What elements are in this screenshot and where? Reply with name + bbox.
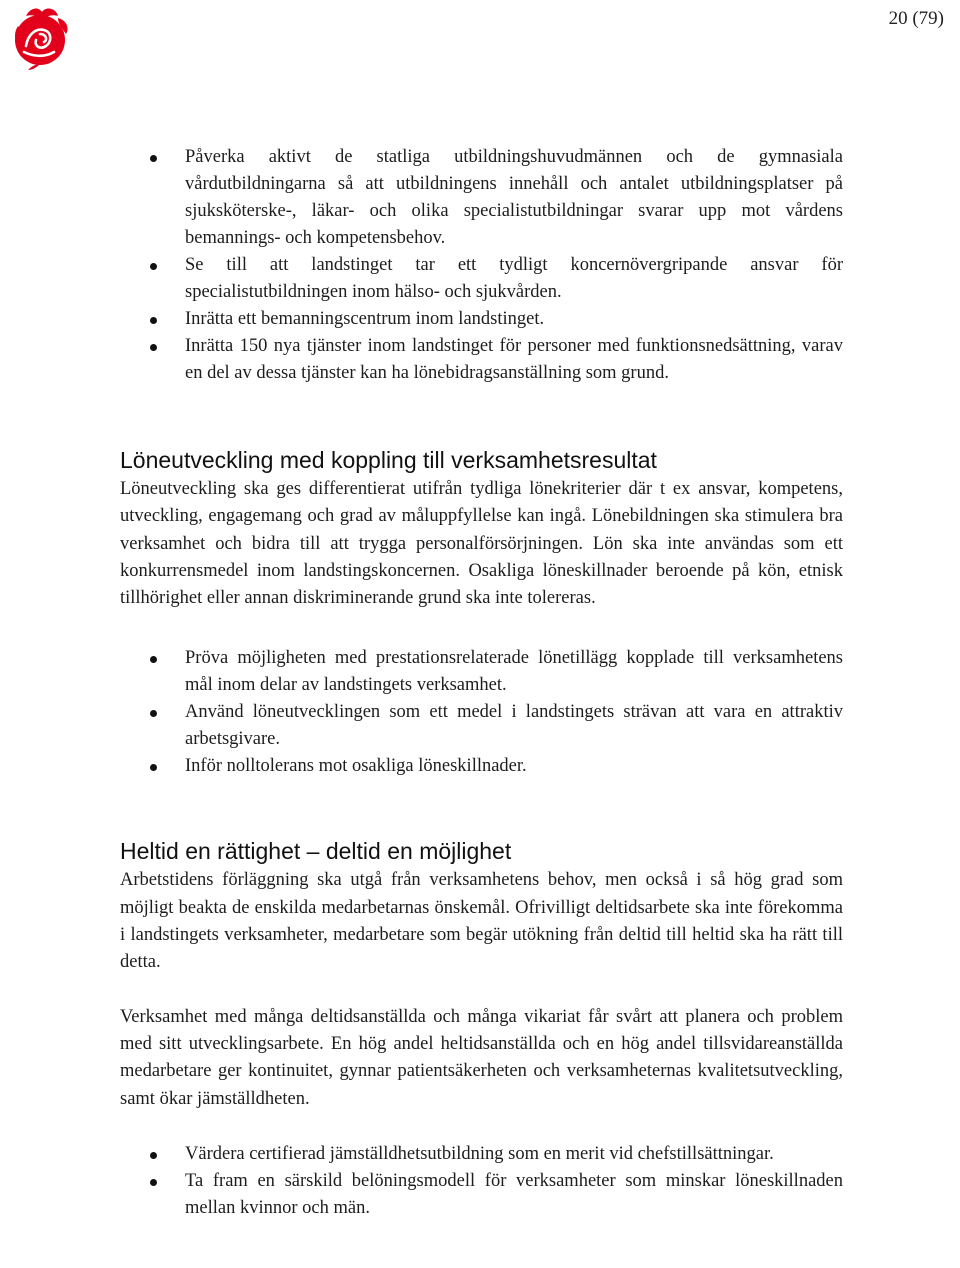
document-body (120, 144, 843, 1222)
paragraph-part-time-staff: Verksamhet med många deltidsanställda och många vikariat får svårt att planera och problem med sitt utvecklingsarbete. En hög andel heltidsanställda och en hög andel tillsvidareanställda medarbetare ger kontinuitet, gynnar patientsäkerheten och verksamheternas kvalitetsutveckling, samt ökar jämställdheten. (120, 1006, 843, 1109)
list-item: Värdera certifierad jämställdhetsutbildning som en merit vid chefstillsättningar. (120, 1141, 843, 1168)
section-heading-wage-development: Löneutveckling med koppling till verksamhetsresultat (120, 447, 657, 473)
list-item: Ta fram en särskild belöningsmodell för verksamheter som minskar löneskillnaden mellan kvinnor och män. (120, 1168, 843, 1222)
list-item: Pröva möjligheten med prestationsrelaterade lönetillägg kopplade till verksamhetens mål inom delar av landstingets verksamhet. (120, 645, 843, 699)
list-item: Påverka aktivt de statliga utbildningshuvudmännen och de gymnasiala vårdutbildningarna så att utbildningens innehåll och antalet utbildningsplatser på sjuksköterske-, läkar- och olika specialistutbildningar svarar upp mot vårdens bemannings- och kompetensbehov. (120, 144, 843, 252)
bullet-list-wage (120, 645, 843, 780)
bullet-list-staffing (120, 144, 843, 387)
list-item: Inrätta ett bemanningscentrum inom landstinget. (120, 306, 843, 333)
rose-logo-icon (6, 4, 74, 72)
list-item: Se till att landstinget tar ett tydligt koncernövergripande ansvar för specialistutbildningen inom hälso- och sjukvården. (120, 252, 843, 306)
paragraph-wage-development: Löneutveckling ska ges differentierat utifrån tydliga lönekriterier där t ex ansvar, kompetens, utveckling, engagemang och grad av måluppfyllelse kan ingå. Lönebildningen ska stimulera bra verksamhet och bidra till att trygga personalförsörjningen. Lön ska inte användas som ett konkurrensmedel inom landstingskoncernen. Osakliga löneskillnader beroende på kön, etnisk tillhörighet eller annan diskriminerande grund ska inte tolereras. (120, 479, 843, 609)
section-heading-fulltime: Heltid en rättighet – deltid en möjlighet (120, 838, 512, 865)
list-item: Använd löneutvecklingen som ett medel i landstingets strävan att vara en attraktiv arbetsgivare. (120, 699, 843, 753)
paragraph-working-hours: Arbetstidens förläggning ska utgå från verksamhetens behov, men också i så hög grad som möjligt beakta de enskilda medarbetarnas önskemål. Ofrivilligt deltidsarbete ska inte förekomma i landstingets verksamheter, medarbetare som begär utökning från deltid till heltid ska ha rätt till detta. (120, 870, 843, 973)
list-item: Inför nolltolerans mot osakliga löneskillnader. (120, 753, 843, 780)
bullet-list-equality (120, 1141, 843, 1222)
page-number: 20 (79) (888, 8, 944, 29)
list-item: Inrätta 150 nya tjänster inom landstinget för personer med funktionsnedsättning, varav en del av dessa tjänster kan ha lönebidragsanställning som grund. (120, 333, 843, 387)
